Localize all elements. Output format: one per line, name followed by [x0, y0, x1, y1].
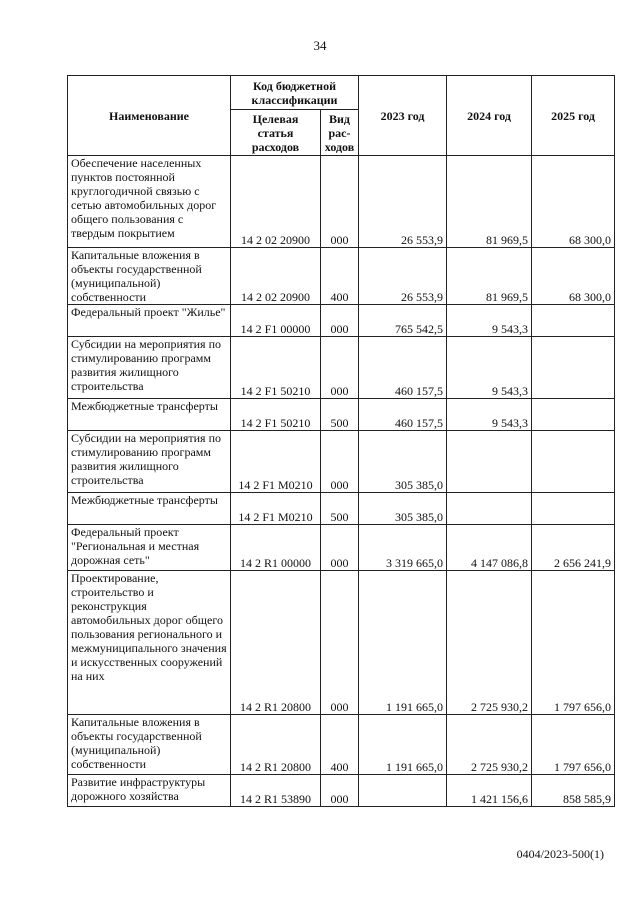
row-amount-2024: 2 725 930,2 — [447, 715, 532, 775]
table-row — [68, 571, 615, 715]
row-amount-2025 — [532, 305, 615, 337]
table-row — [68, 775, 615, 807]
row-amount-2023: 1 191 665,0 — [359, 715, 447, 775]
row-target-item-code: 14 2 F1 M0210 — [231, 431, 321, 493]
row-amount-2025 — [532, 337, 615, 399]
row-name: Федеральный проект "Жилье" — [68, 305, 231, 337]
row-target-item-code: 14 2 F1 M0210 — [231, 493, 321, 525]
row-name: Межбюджетные трансферты — [68, 493, 231, 525]
page-number: 34 — [313, 38, 327, 53]
row-amount-2023: 460 157,5 — [359, 399, 447, 431]
row-target-item-code: 14 2 F1 50210 — [231, 337, 321, 399]
row-amount-2023: 3 319 665,0 — [359, 525, 447, 571]
row-name: Федеральный проект "Региональная и местная дорожная сеть" — [68, 525, 231, 571]
row-amount-2024: 81 969,5 — [447, 248, 532, 305]
row-amount-2024: 9 543,3 — [447, 399, 532, 431]
table-row — [68, 525, 615, 571]
table-row — [68, 156, 615, 248]
header-budget-code-group: Код бюджетной классификации — [231, 76, 359, 110]
budget-table — [67, 75, 615, 807]
table-body — [68, 156, 615, 807]
row-amount-2024: 4 147 086,8 — [447, 525, 532, 571]
row-name: Субсидии на мероприятия по стимулированию программ развития жилищного строительства — [68, 337, 231, 399]
table-row — [68, 305, 615, 337]
row-expense-kind: 500 — [321, 493, 359, 525]
row-amount-2024 — [447, 493, 532, 525]
row-amount-2025: 1 797 656,0 — [532, 715, 615, 775]
row-amount-2024: 9 543,3 — [447, 337, 532, 399]
row-amount-2025 — [532, 493, 615, 525]
row-expense-kind: 000 — [321, 775, 359, 807]
row-expense-kind: 000 — [321, 305, 359, 337]
header-target-item: Целевая статья расходов — [231, 110, 321, 156]
row-target-item-code: 14 2 F1 00000 — [231, 305, 321, 337]
row-target-item-code: 14 2 02 20900 — [231, 248, 321, 305]
row-expense-kind: 400 — [321, 715, 359, 775]
row-amount-2023: 1 191 665,0 — [359, 571, 447, 715]
row-amount-2023: 26 553,9 — [359, 248, 447, 305]
row-target-item-code: 14 2 R1 20800 — [231, 571, 321, 715]
row-target-item-code: 14 2 02 20900 — [231, 156, 321, 248]
row-amount-2023 — [359, 775, 447, 807]
row-amount-2025: 1 797 656,0 — [532, 571, 615, 715]
row-amount-2025 — [532, 399, 615, 431]
row-target-item-code: 14 2 R1 00000 — [231, 525, 321, 571]
row-expense-kind: 000 — [321, 525, 359, 571]
header-expense-kind: Вид рас-ходов — [321, 110, 359, 156]
row-amount-2024 — [447, 431, 532, 493]
row-name: Капитальные вложения в объекты государственной (муниципальной) собственности — [68, 715, 231, 775]
row-name: Субсидии на мероприятия по стимулированию программ развития жилищного строительства — [68, 431, 231, 493]
table-row — [68, 337, 615, 399]
row-expense-kind: 500 — [321, 399, 359, 431]
row-amount-2025: 858 585,9 — [532, 775, 615, 807]
row-amount-2023: 305 385,0 — [359, 431, 447, 493]
row-target-item-code: 14 2 R1 53890 — [231, 775, 321, 807]
row-amount-2023: 460 157,5 — [359, 337, 447, 399]
row-name: Развитие инфраструктуры дорожного хозяйства — [68, 775, 231, 807]
header-year-2023: 2023 год — [359, 76, 447, 156]
row-amount-2025: 2 656 241,9 — [532, 525, 615, 571]
row-expense-kind: 000 — [321, 431, 359, 493]
row-name: Капитальные вложения в объекты государственной (муниципальной) собственности — [68, 248, 231, 305]
document-code: 0404/2023-500(1) — [516, 847, 604, 861]
row-amount-2023: 305 385,0 — [359, 493, 447, 525]
row-name: Проектирование, строительство и реконструкция автомобильных дорог общего пользования регионального и межмуниципального значения и искусственных сооружений на них — [68, 571, 231, 715]
row-amount-2025 — [532, 431, 615, 493]
row-name: Межбюджетные трансферты — [68, 399, 231, 431]
table-row — [68, 431, 615, 493]
header-name: Наименование — [68, 76, 231, 156]
row-expense-kind: 000 — [321, 156, 359, 248]
row-target-item-code: 14 2 R1 20800 — [231, 715, 321, 775]
header-year-2024: 2024 год — [447, 76, 532, 156]
row-amount-2025: 68 300,0 — [532, 248, 615, 305]
row-amount-2024: 9 543,3 — [447, 305, 532, 337]
row-amount-2024: 2 725 930,2 — [447, 571, 532, 715]
row-amount-2024: 1 421 156,6 — [447, 775, 532, 807]
row-expense-kind: 400 — [321, 248, 359, 305]
row-amount-2023: 26 553,9 — [359, 156, 447, 248]
row-expense-kind: 000 — [321, 337, 359, 399]
row-amount-2023: 765 542,5 — [359, 305, 447, 337]
row-name: Обеспечение населенных пунктов постоянной круглогодичной связью с сетью автомобильных дорог общего пользования с твердым покрытием — [68, 156, 231, 248]
table-row — [68, 248, 615, 305]
row-expense-kind: 000 — [321, 571, 359, 715]
row-amount-2025: 68 300,0 — [532, 156, 615, 248]
table-row — [68, 399, 615, 431]
table-row — [68, 715, 615, 775]
table-row — [68, 493, 615, 525]
header-year-2025: 2025 год — [532, 76, 615, 156]
row-target-item-code: 14 2 F1 50210 — [231, 399, 321, 431]
row-amount-2024: 81 969,5 — [447, 156, 532, 248]
